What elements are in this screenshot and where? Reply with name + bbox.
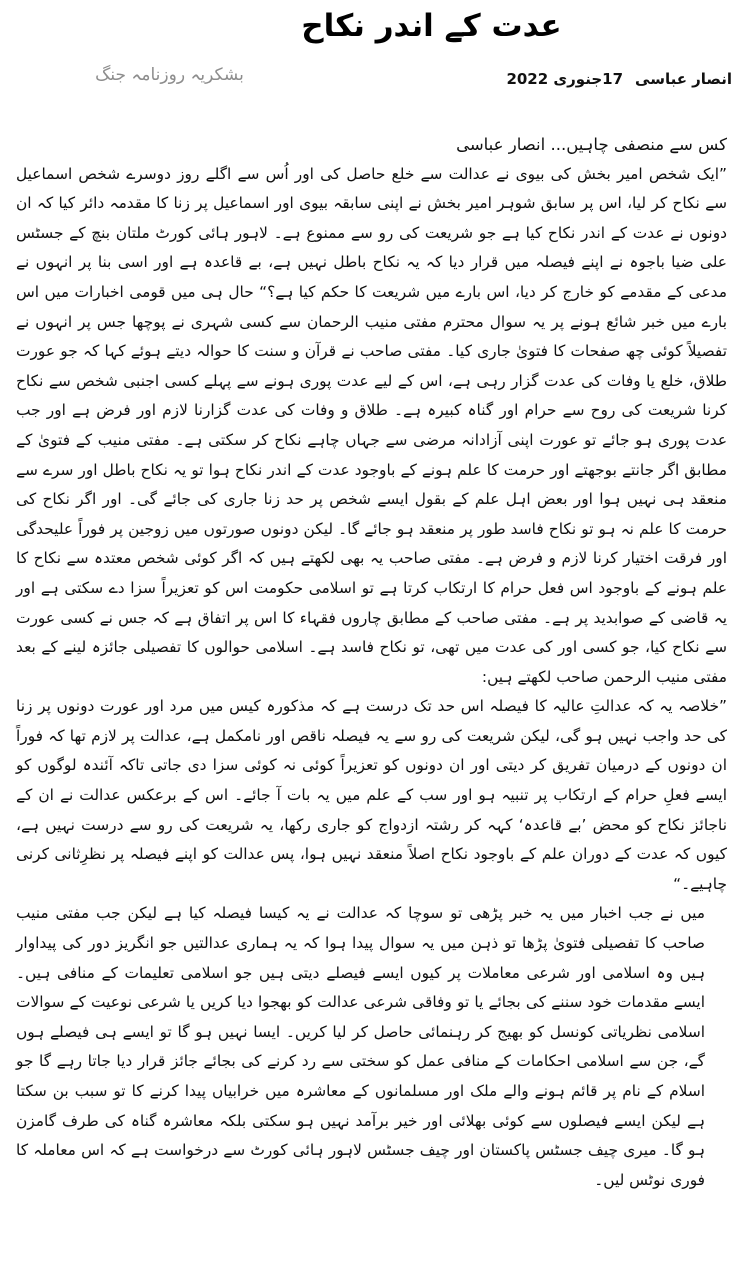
courtesy-note: بشکریہ روزنامہ جنگ [95, 65, 244, 85]
author-name: انصار عباسی [635, 70, 732, 88]
article-title: عدت کے اندر نکاح [301, 8, 562, 44]
article-paragraph: میں نے جب اخبار میں یہ خبر پڑھی تو سوچا کہ عدالت نے یہ کیسا فیصلہ کیا ہے لیکن جب مفتی منیب صاحب کا تفصیلی فتویٰ پڑھا تو ذہن میں یہ سوال پیدا ہوا کہ یہ ہماری عدالتیں جو انگریز دور کی پیداوار ہیں وہ اسلامی اور شرعی معاملات پر کیوں ایسے فیصلے دیتی ہیں جو اسلامی تعلیمات کے منافی ہیں۔ ایسے مقدمات خود سننے کی بجائے یا تو وفاقی شرعی عدالت کو بھجوا دیا کریں یا شرعی نوعیت کے سوالات اسلامی نظریاتی کونسل کو بھیج کر رہنمائی حاصل کر لیا کریں۔ ایسا نہیں ہو گا تو ایسے ہی فیصلے ہوں گے، جن سے اسلامی احکامات کے منافی عمل کو سختی سے رد کرنے کی بجائے جائز قرار دیا جاتا رہے گا جو اسلام کے نام پر قائم ہونے والے ملک اور مسلمانوں کے معاشرہ میں خرابیاں پیدا کرنے کا تو سبب بن سکتا ہے لیکن ایسے فیصلوں سے کوئی بھلائی اور خیر برآمد نہیں ہو سکتی بلکہ معاشرہ گناہ کی طرف گامزن ہو گا۔ میری چیف جسٹس پاکستان اور چیف جسٹس لاہور ہائی کورٹ سے درخواست ہے کہ اس معاملہ کا فوری نوٹس لیں۔ [16, 904, 705, 1189]
fatwa-quote: ”خلاصہ یہ کہ عدالتِ عالیہ کا فیصلہ اس حد تک درست ہے کہ مذکورہ کیس میں مرد اور عورت دونوں پر زنا کی حد واجب نہیں ہو گی، لیکن شریعت کی رو سے یہ فیصلہ ناقص اور نامکمل ہے، عدالت پر لازم تھا کہ فوراً ان دونوں کے درمیان تفریق کر دیتی اور ان دونوں کو تعزیراً کوئی نہ کوئی سزا دی جاتی تاکہ آئندہ لوگوں کو ایسے فعلِ حرام کے ارتکاب پر تنبیہ ہو اور سب کے علم میں یہ بات آ جائے۔ اس کے برعکس عدالت نے ان کے ناجائز نکاح کو محض ’بے قاعدہ‘ کہہ کر رشتہ ازدواج کو جاری رکھا، یہ شریعت کی رو سے درست نہیں ہے، کیوں کہ عدت کے دوران علم کے باوجود نکاح اصلاً منعقد نہیں ہوا، پس عدالت کو اپنے فیصلہ پر نظرِثانی کرنی چاہیے۔“ [16, 697, 727, 893]
article-paragraph: ”ایک شخص امیر بخش کی بیوی نے عدالت سے خلع حاصل کی اور اُس سے اگلے روز دوسرے شخص اسماعیل سے نکاح کر لیا، اس پر سابق شوہر امیر بخش نے اپنی سابقہ بیوی اور اسماعیل پر زنا کا مقدمہ دائر کیا کہ ان دونوں نے عدت کے اندر نکاح کیا ہے جو شریعت کی رو سے ممنوع ہے۔ لاہور ہائی کورٹ ملتان بنچ کے جسٹس علی ضیا باجوہ نے اپنے فیصلہ میں قرار دیا کہ یہ نکاح باطل نہیں ہے، بے قاعدہ ہے اور اسی بنا پر انہوں نے مدعی کے مقدمے کو خارج کر دیا، اس بارے میں شریعت کا حکم کیا ہے؟“ حال ہی میں قومی اخبارات میں اس بارے میں خبر شائع ہونے پر یہ سوال محترم مفتی منیب الرحمان سے کسی شہری نے پوچھا جس پر انہوں نے تفصیلاً کوئی چھ صفحات کا فتویٰ جاری کیا۔ مفتی صاحب نے قرآن و سنت کا حوالہ دیتے ہوئے کہا کہ جو عورت طلاق، خلع یا وفات کی عدت گزار رہی ہے، اس کے لیے عدت پوری ہونے سے پہلے کسی اجنبی شخص سے نکاح کرنا شریعت کی روح سے حرام اور گناہ کبیرہ ہے۔ طلاق و وفات کی عدت گزارنا لازم اور فرض ہے اور جب عدت پوری ہو جائے تو عورت اپنی آزادانہ مرضی سے جہاں چاہے نکاح کر سکتی ہے۔ مفتی منیب کے فتویٰ کے مطابق اگر جانتے بوجھتے اور حرمت کا علم ہونے کے باوجود عدت کے اندر نکاح ہوا تو یہ نکاح باطل اور سرے سے منعقد ہی نہیں ہوا اور بعض اہل علم کے بقول ایسے شخص پر حد زنا جاری کی جائے گی۔ اور اگر نکاح کی حرمت کا علم نہ ہو تو نکاح فاسد طور پر منعقد ہو جائے گا۔ لیکن دونوں صورتوں میں زوجین پر فوراً علیحدگی اور فرقت اختیار کرنا لازم و فرض ہے۔ مفتی صاحب یہ بھی لکھتے ہیں کہ اگر کوئی شخص معتدہ سے نکاح کا علم ہونے کے باوجود اس فعل حرام کا ارتکاب کرتا ہے تو اسلامی حکومت اس کو تعزیراً سزا دے سکتی ہے اور یہ قاضی کے صوابدید پر ہے۔ مفتی صاحب کے مطابق چاروں فقہاء کا اس پر اتفاق ہے کہ جس نے کسی عورت سے نکاح کیا، جو کسی اور کی عدت میں تھی، تو نکاح فاسد ہے۔ اسلامی حوالوں کا تفصیلی جائزہ لینے کے بعد مفتی منیب الرحمن صاحب لکھتے ہیں: [16, 164, 727, 686]
publish-date: 17جنوری 2022 [506, 70, 624, 88]
byline [506, 66, 732, 92]
article-lead: کس سے منصفی چاہیں... انصار عباسی [456, 135, 727, 154]
article-body [16, 130, 727, 1195]
